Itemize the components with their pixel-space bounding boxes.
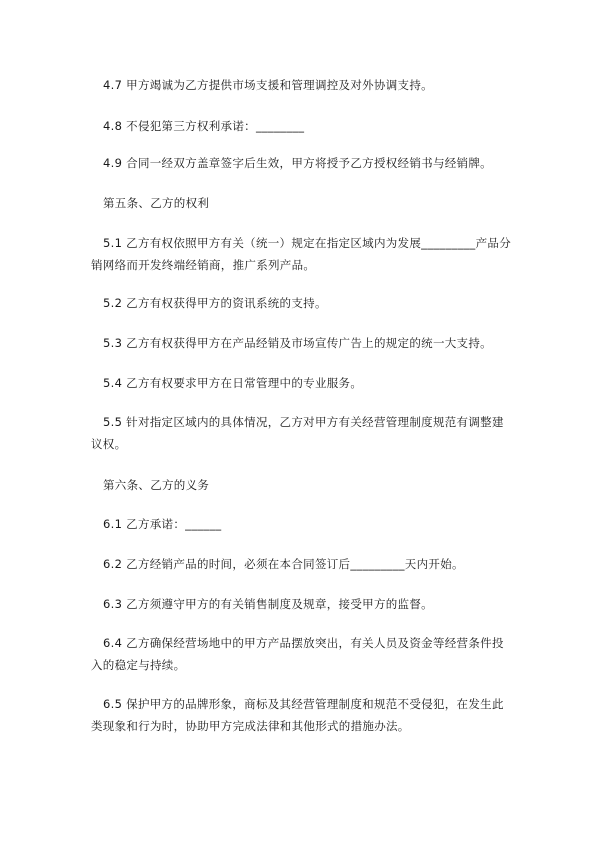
clause-4-8: 4.8 不侵犯第三方权利承诺：________ bbox=[103, 119, 305, 133]
clause-4-7: 4.7 甲方竭诚为乙方提供市场支援和管理调控及对外协调支持。 bbox=[103, 78, 433, 92]
clause-6-1: 6.1 乙方承诺：______ bbox=[103, 517, 222, 531]
clause-5-5: 5.5 针对指定区域内的具体情况，乙方对甲方有关经营管理制度规范有调整建议权。 bbox=[91, 415, 504, 451]
clause-4-9: 4.9 合同一经双方盖章签字后生效，甲方将授予乙方授权经销书与经销牌。 bbox=[103, 156, 492, 170]
clause-6-2: 6.2 乙方经销产品的时间，必须在本合同签订后_________天内开始。 bbox=[103, 557, 464, 571]
clause-6-3: 6.3 乙方须遵守甲方的有关销售制度及规章，接受甲方的监督。 bbox=[103, 597, 433, 611]
clause-5-3: 5.3 乙方有权获得甲方在产品经销及市场宣传广告上的规定的统一大支持。 bbox=[103, 336, 492, 350]
clause-5-2: 5.2 乙方有权获得甲方的资讯系统的支持。 bbox=[103, 296, 327, 310]
section-5-heading: 第五条、乙方的权利 bbox=[103, 196, 210, 210]
clause-5-4: 5.4 乙方有权要求甲方在日常管理中的专业服务。 bbox=[103, 376, 363, 390]
clause-6-5: 6.5 保护甲方的品牌形象，商标及其经营管理制度和规范不受侵犯，在发生此类现象和行为时，协助甲方完成法律和其他形式的措施办法。 bbox=[91, 697, 504, 733]
section-6-heading: 第六条、乙方的义务 bbox=[103, 478, 210, 492]
clause-5-1: 5.1 乙方有权依照甲方有关（统一）规定在指定区域内为发展_________产品分销网络而开发终端经销商，推广系列产品。 bbox=[91, 236, 511, 272]
clause-6-4: 6.4 乙方确保经营场地中的甲方产品摆放突出，有关人员及资金等经营条件投入的稳定与持续。 bbox=[91, 636, 504, 672]
